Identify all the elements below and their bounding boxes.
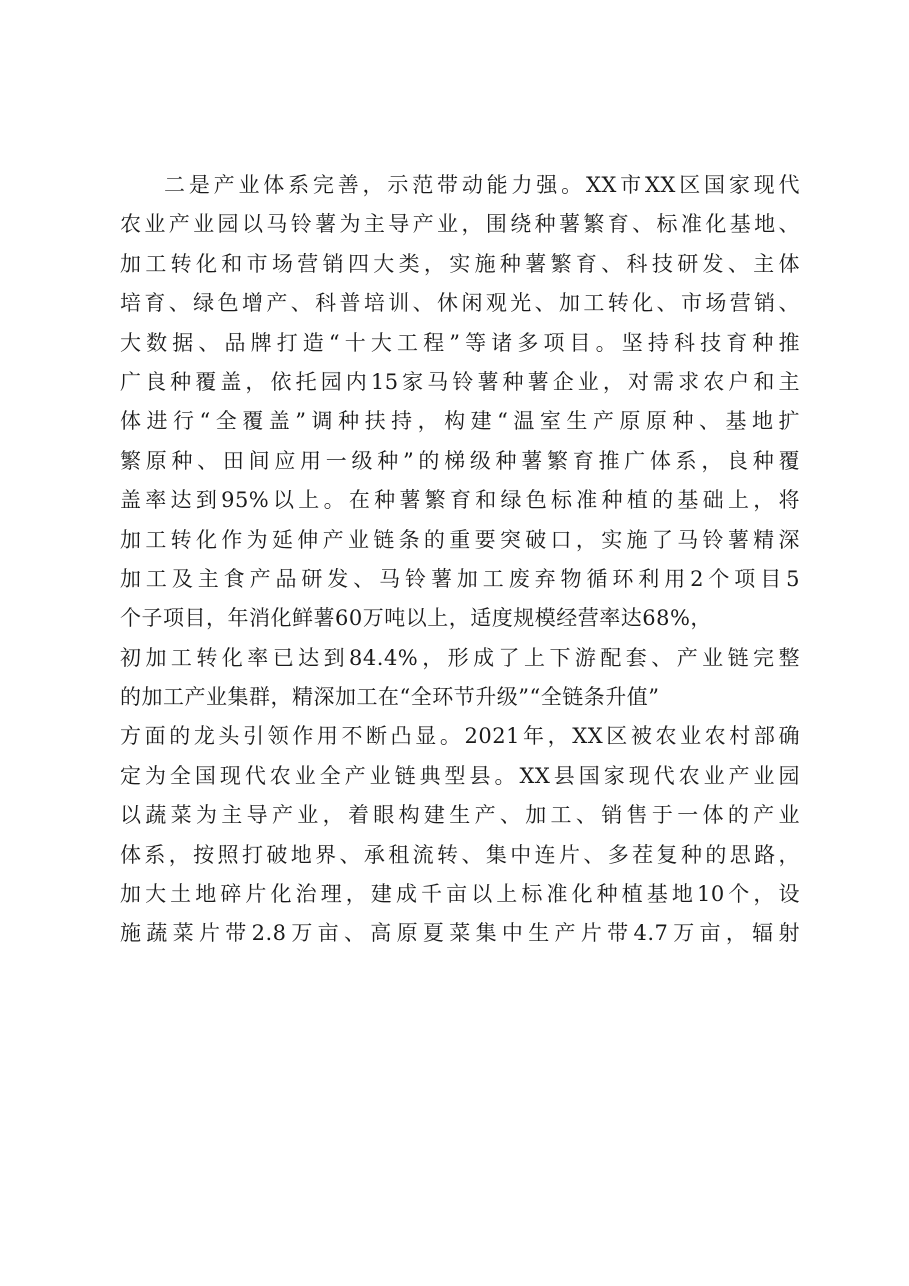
paragraph-line: 农业产业园以马铃薯为主导产业，围绕种薯繁育、标准化基地、	[120, 212, 800, 237]
paragraph-line: 定为全国现代农业全产业链典型县。XX县国家现代农业产业园	[120, 763, 800, 788]
body-paragraph	[120, 166, 800, 954]
paragraph-line: 体进行“全覆盖”调种扶持，构建“温室生产原原种、基地扩	[120, 409, 800, 434]
paragraph-line: 繁原种、田间应用一级种”的梯级种薯繁育推广体系，良种覆	[120, 448, 800, 473]
paragraph-line: 体系，按照打破地界、承租流转、集中连片、多茬复种的思路，	[120, 842, 800, 867]
paragraph-line: 方面的龙头引领作用不断凸显。2021年，XX区被农业农村部确	[120, 724, 800, 749]
paragraph-line: 加大土地碎片化治理，建成千亩以上标准化种植基地10个，设	[120, 882, 800, 907]
paragraph-line: 个子项目，年消化鲜薯60万吨以上，适度规模经营率达68%，	[120, 606, 712, 631]
paragraph-line: 施蔬菜片带2.8万亩、高原夏菜集中生产片带4.7万亩，辐射	[120, 921, 800, 946]
paragraph-line: 培育、绿色增产、科普培训、休闲观光、加工转化、市场营销、	[120, 291, 800, 316]
paragraph-line: 加工转化和市场营销四大类，实施种薯繁育、科技研发、主体	[120, 251, 800, 276]
paragraph-line: 的加工产业集群，精深加工在“全环节升级”“全链条升值”	[120, 685, 660, 710]
paragraph-line: 二是产业体系完善，示范带动能力强。XX市XX区国家现代	[164, 173, 800, 197]
paragraph-line: 初加工转化率已达到84.4%，形成了上下游配套、产业链完整	[120, 645, 800, 670]
paragraph-line: 盖率达到95%以上。在种薯繁育和绿色标准种植的基础上，将	[120, 488, 800, 513]
paragraph-line: 加工转化作为延伸产业链条的重要突破口，实施了马铃薯精深	[120, 527, 800, 552]
paragraph-line: 大数据、品牌打造“十大工程”等诸多项目。坚持科技育种推	[120, 330, 800, 355]
paragraph-line: 加工及主食产品研发、马铃薯加工废弃物循环利用2个项目5	[120, 566, 800, 591]
paragraph-line: 广良种覆盖，依托园内15家马铃薯种薯企业，对需求农户和主	[120, 369, 800, 394]
paragraph-line: 以蔬菜为主导产业，着眼构建生产、加工、销售于一体的产业	[120, 803, 800, 828]
